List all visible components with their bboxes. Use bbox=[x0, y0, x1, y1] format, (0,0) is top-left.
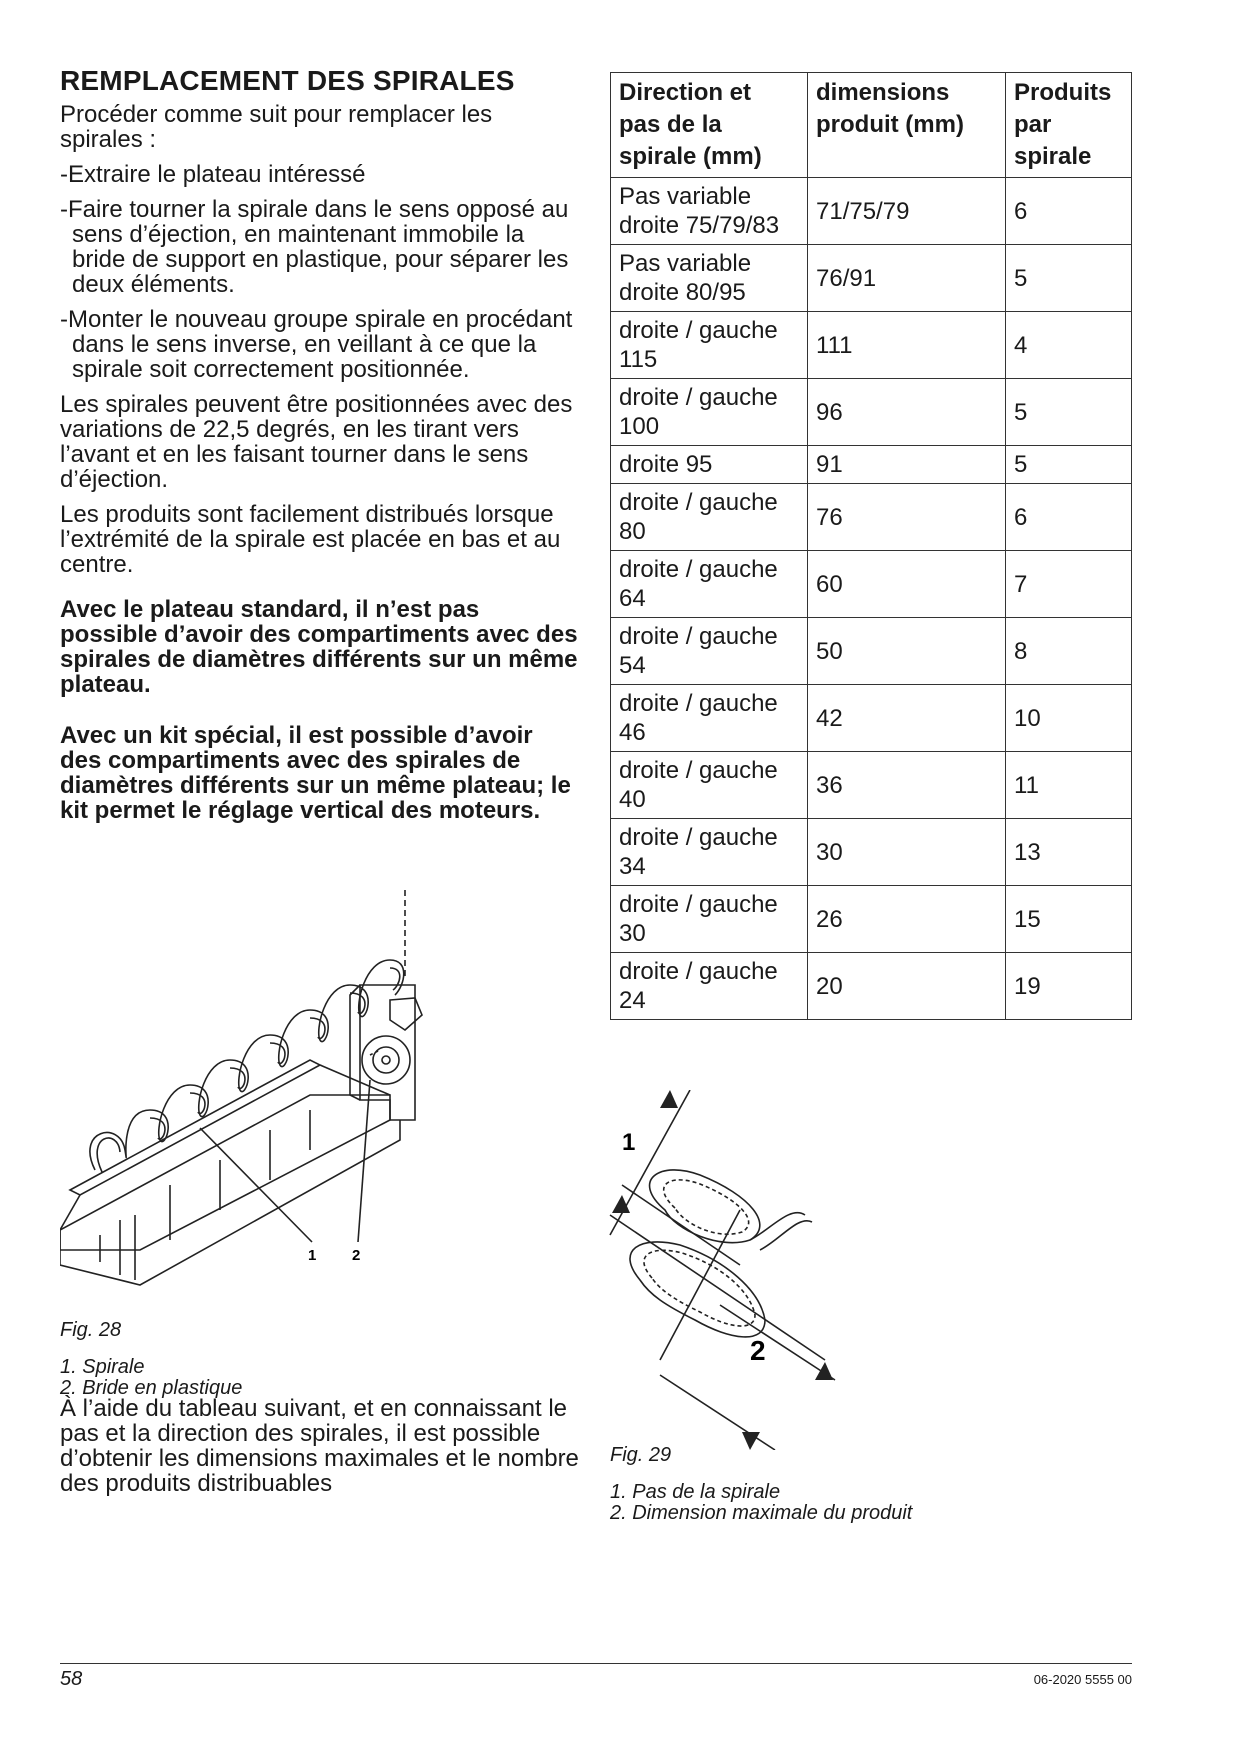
cell-count: 4 bbox=[1006, 312, 1132, 379]
header-products: Produits par spirale bbox=[1006, 73, 1132, 178]
cell-direction: Pas variable droite 75/79/83 bbox=[611, 178, 808, 245]
callout-1: 1 bbox=[308, 1247, 317, 1264]
cell-dimension: 42 bbox=[808, 685, 1006, 752]
table-row bbox=[611, 551, 1132, 618]
table-row bbox=[611, 178, 1132, 245]
spiral-pitch-diagram bbox=[600, 1090, 860, 1450]
table-row bbox=[611, 312, 1132, 379]
spiral-spec-table bbox=[610, 72, 1132, 1020]
cell-dimension: 26 bbox=[808, 886, 1006, 953]
cell-direction: droite / gauche 115 bbox=[611, 312, 808, 379]
footer-divider bbox=[60, 1663, 1132, 1664]
pitch-callout: 1 bbox=[622, 1129, 636, 1156]
cell-dimension: 96 bbox=[808, 379, 1006, 446]
cell-count: 7 bbox=[1006, 551, 1132, 618]
max-dimension-callout: 2 bbox=[750, 1335, 766, 1366]
cell-dimension: 71/75/79 bbox=[808, 178, 1006, 245]
header-direction: Direction et pas de la spirale (mm) bbox=[611, 73, 808, 178]
table-row bbox=[611, 245, 1132, 312]
page-number: 58 bbox=[60, 1668, 83, 1690]
cell-direction: droite / gauche 30 bbox=[611, 886, 808, 953]
note-standard-tray: Avec le plateau standard, il n’est pas possible d’avoir des compartiments avec des spirales de diamètres différents sur un même plateau. bbox=[60, 596, 578, 698]
table-row bbox=[611, 618, 1132, 685]
cell-count: 5 bbox=[1006, 446, 1132, 484]
cell-count: 5 bbox=[1006, 379, 1132, 446]
cell-count: 19 bbox=[1006, 953, 1132, 1020]
spiral-tray-illustration bbox=[60, 890, 450, 1290]
legend-item: 2. Dimension maximale du produit bbox=[610, 1502, 913, 1524]
note-special-kit: Avec un kit spécial, il est possible d’avoir des compartiments avec des spirales de diamètres différents sur un même plateau; le kit permet le réglage vertical des moteurs. bbox=[60, 722, 571, 824]
cell-count: 5 bbox=[1006, 245, 1132, 312]
cell-direction: droite / gauche 46 bbox=[611, 685, 808, 752]
step-item: - Faire tourner la spirale dans le sens opposé au sens d’éjection, en maintenant immobile la bride de support en plastique, pour séparer les deux éléments. bbox=[60, 197, 580, 297]
step-item: - Monter le nouveau groupe spirale en procédant dans le sens inverse, en veillant à ce que la spirale soit correctement positionnée. bbox=[60, 307, 580, 382]
table-row bbox=[611, 379, 1132, 446]
cell-direction: droite / gauche 54 bbox=[611, 618, 808, 685]
cell-direction: droite / gauche 24 bbox=[611, 953, 808, 1020]
legend-item: 1. Spirale bbox=[60, 1356, 145, 1378]
cell-count: 10 bbox=[1006, 685, 1132, 752]
figure-label: Fig. 29 bbox=[610, 1444, 672, 1466]
cell-count: 6 bbox=[1006, 178, 1132, 245]
cell-dimension: 60 bbox=[808, 551, 1006, 618]
cell-direction: droite / gauche 64 bbox=[611, 551, 808, 618]
table-row bbox=[611, 886, 1132, 953]
table-row bbox=[611, 953, 1132, 1020]
table-header-row bbox=[611, 73, 1132, 178]
cell-dimension: 76/91 bbox=[808, 245, 1006, 312]
cell-direction: droite 95 bbox=[611, 446, 808, 484]
intro-text: Procéder comme suit pour remplacer les spirales : bbox=[60, 101, 493, 153]
paragraph: Les spirales peuvent être positionnées avec des variations de 22,5 degrés, en les tirant vers l’avant et en les faisant tourner dans le sens d’éjection. bbox=[60, 391, 573, 493]
cell-dimension: 36 bbox=[808, 752, 1006, 819]
cell-direction: droite / gauche 34 bbox=[611, 819, 808, 886]
cell-count: 13 bbox=[1006, 819, 1132, 886]
cell-dimension: 76 bbox=[808, 484, 1006, 551]
figure-legend bbox=[610, 1482, 912, 1524]
cell-count: 6 bbox=[1006, 484, 1132, 551]
cell-dimension: 50 bbox=[808, 618, 1006, 685]
cell-count: 15 bbox=[1006, 886, 1132, 953]
figure-legend bbox=[60, 1357, 242, 1399]
left-column bbox=[60, 64, 580, 849]
table-row bbox=[611, 446, 1132, 484]
legend-item: 1. Pas de la spirale bbox=[610, 1481, 781, 1503]
step-item: - Extraire le plateau intéressé bbox=[60, 162, 580, 187]
cell-count: 8 bbox=[1006, 618, 1132, 685]
steps-list bbox=[60, 162, 580, 382]
cell-dimension: 30 bbox=[808, 819, 1006, 886]
cell-dimension: 111 bbox=[808, 312, 1006, 379]
table-intro: À l’aide du tableau suivant, et en connaissant le pas et la direction des spirales, il est possible d’obtenir les dimensions maximales et le nombre des produits distribuables bbox=[60, 1395, 579, 1497]
page-title: REMPLACEMENT DES SPIRALES bbox=[60, 65, 515, 96]
table-row bbox=[611, 752, 1132, 819]
cell-count: 11 bbox=[1006, 752, 1132, 819]
table-row bbox=[611, 484, 1132, 551]
document-code: 06-2020 5555 00 bbox=[1033, 1672, 1132, 1687]
paragraph: Les produits sont facilement distribués lorsque l’extrémité de la spirale est placée en bas et au centre. bbox=[60, 501, 561, 578]
cell-direction: droite / gauche 80 bbox=[611, 484, 808, 551]
table-row bbox=[611, 819, 1132, 886]
cell-dimension: 91 bbox=[808, 446, 1006, 484]
header-dimensions: dimensions produit (mm) bbox=[808, 73, 1006, 178]
legend-item: 2. Bride en plastique bbox=[60, 1377, 243, 1399]
cell-direction: droite / gauche 100 bbox=[611, 379, 808, 446]
cell-direction: Pas variable droite 80/95 bbox=[611, 245, 808, 312]
cell-dimension: 20 bbox=[808, 953, 1006, 1020]
cell-direction: droite / gauche 40 bbox=[611, 752, 808, 819]
figure-label: Fig. 28 bbox=[60, 1319, 122, 1341]
table-row bbox=[611, 685, 1132, 752]
callout-2: 2 bbox=[352, 1247, 361, 1264]
